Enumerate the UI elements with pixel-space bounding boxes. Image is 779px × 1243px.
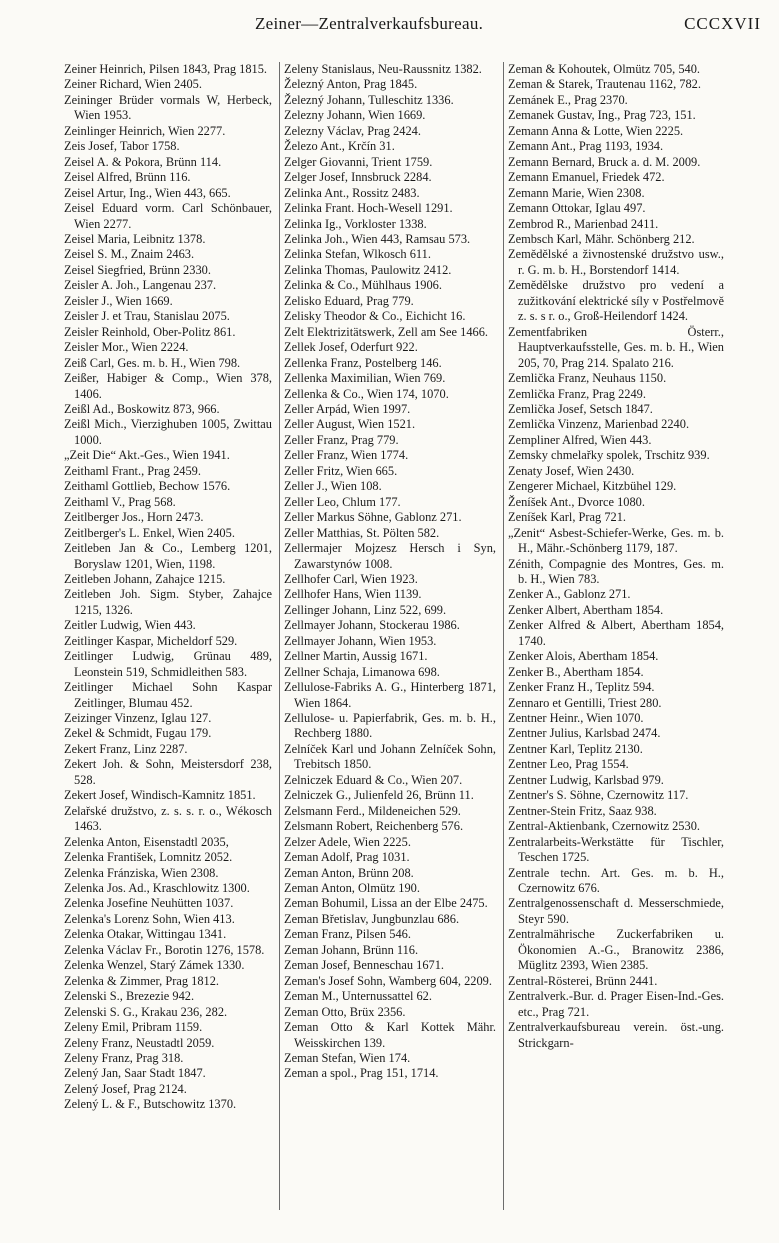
directory-entry: Zemann Bernard, Bruck a. d. M. 2009.: [508, 154, 701, 169]
directory-entry: Zeman & Starek, Trautenau 1162, 782.: [508, 77, 701, 92]
directory-entry: Zelenka Otakar, Wittingau 1341.: [64, 927, 227, 942]
directory-column-2: [284, 62, 496, 1082]
directory-entry: Zeníšek Karl, Prag 721.: [508, 510, 627, 525]
directory-entry: Zeitler Ludwig, Wien 443.: [64, 618, 196, 633]
directory-entry: Zeman Anton, Brünn 208.: [284, 865, 414, 880]
directory-entry: Zeman Otto & Karl Kottek Mähr. Weisskirchen 139.: [284, 1020, 496, 1050]
directory-entry: Zeitlinger Ludwig, Grünau 489, Leonstein 519, Schmidleithen 583.: [64, 649, 272, 679]
directory-entry: Zeisler Reinhold, Ober-Politz 861.: [64, 324, 236, 339]
directory-entry: Zeleny Franz, Neustadtl 2059.: [64, 1035, 215, 1050]
directory-entry: Zeininger Brüder vormals W, Herbeck, Wien 1953.: [64, 92, 272, 123]
directory-entry: Zeller Matthias, St. Pölten 582.: [284, 525, 440, 540]
directory-entry: Zemlička Franz, Neuhaus 1150.: [508, 371, 667, 386]
directory-entry: Zekert Joh. & Sohn, Meistersdorf 238, 528.: [64, 757, 272, 787]
directory-entry: Zeitlinger Kaspar, Micheldorf 529.: [64, 633, 238, 648]
directory-entry: Zeisel S. M., Znaim 2463.: [64, 247, 195, 262]
directory-entry: Zellmayer Johann, Wien 1953.: [284, 633, 437, 648]
directory-entry: Ženíšek Ant., Dvorce 1080.: [508, 494, 645, 509]
directory-entry: Zelniczek Eduard & Co., Wien 207.: [284, 772, 463, 787]
directory-entry: Zelenka Wenzel, Starý Zámek 1330.: [64, 958, 245, 973]
directory-entry: Zeleny Franz, Prag 318.: [64, 1051, 184, 1065]
directory-entry: Zeitleben Joh. Sigm. Styber, Zahajce 1215, 1326.: [64, 587, 272, 617]
directory-entry: Zentner Karl, Teplitz 2130.: [508, 741, 643, 756]
directory-entry: Zelený Josef, Prag 2124.: [64, 1081, 187, 1096]
directory-entry: Zenker Alois, Abertham 1854.: [508, 649, 659, 664]
directory-entry: Zellermajer Mojzesz Hersch i Syn, Zawarstynów 1008.: [284, 541, 496, 571]
directory-entry: Zeman Franz, Pilsen 546.: [284, 927, 411, 942]
directory-column-1: [64, 62, 272, 1113]
directory-entry: Zentner Heinr., Wien 1070.: [508, 711, 644, 726]
directory-entry: Zeisel A. & Pokora, Brünn 114.: [64, 154, 222, 169]
directory-entry: Zeleny Stanislaus, Neu-Raussnitz 1382.: [284, 62, 482, 76]
directory-entry: Zemlička Vinzenz, Marienbad 2240.: [508, 417, 690, 432]
directory-entry: Zemann Emanuel, Friedek 472.: [508, 170, 665, 185]
directory-entry: Zentner Julius, Karlsbad 2474.: [508, 726, 661, 741]
directory-entry: Zellmayer Johann, Stockerau 1986.: [284, 618, 460, 633]
directory-entry: Zelařské družstvo, z. s. s. r. o., Wékosch 1463.: [64, 803, 272, 834]
directory-entry: Zeisel Maria, Leibnitz 1378.: [64, 231, 206, 246]
directory-entry: Zelenski S., Brezezie 942.: [64, 989, 195, 1004]
page-number: CCCXVII: [684, 14, 761, 33]
directory-entry: Železný Johann, Tulleschitz 1336.: [284, 92, 454, 107]
directory-entry: Zelinka Thomas, Paulowitz 2412.: [284, 262, 452, 277]
directory-entry: Zeisler J., Wien 1669.: [64, 293, 173, 308]
directory-entry: Zeisler J. et Trau, Stanislau 2075.: [64, 309, 230, 324]
directory-entry: Zellner Schaja, Limanowa 698.: [284, 664, 440, 679]
directory-entry: Zeitlberger Jos., Horn 2473.: [64, 510, 204, 525]
directory-entry: Zellenka Franz, Postelberg 146.: [284, 355, 442, 370]
directory-entry: Zenker A., Gablonz 271.: [508, 587, 631, 602]
directory-entry: Zelinka Joh., Wien 443, Ramsau 573.: [284, 231, 471, 246]
directory-entry: Zeinlinger Heinrich, Wien 2277.: [64, 123, 226, 138]
directory-entry: Zeman Stefan, Wien 174.: [284, 1051, 411, 1065]
directory-entry: Zelzer Adele, Wien 2225.: [284, 834, 411, 849]
directory-entry: „Zenit“ Asbest-Schiefer-Werke, Ges. m. b. H., Mähr.-Schönberg 1179, 187.: [508, 525, 724, 556]
directory-entry: Zeithaml Gottlieb, Bechow 1576.: [64, 479, 231, 494]
directory-entry: Zellulose- u. Papierfabrik, Ges. m. b. H., Rechberg 1880.: [284, 711, 496, 741]
directory-entry: Zelenka Anton, Eisenstadtl 2035,: [64, 834, 229, 849]
directory-entry: Zenker Alfred & Albert, Abertham 1854, 1740.: [508, 618, 724, 648]
directory-entry: Zeller Franz, Prag 779.: [284, 432, 399, 447]
directory-entry: Zeller Franz, Wien 1774.: [284, 448, 409, 463]
directory-entry: Zenaty Josef, Wien 2430.: [508, 463, 635, 478]
directory-entry: Zentner Ludwig, Karlsbad 979.: [508, 772, 664, 787]
directory-entry: Zengerer Michael, Kitzbühel 129.: [508, 479, 677, 494]
directory-entry: Zenker Albert, Abertham 1854.: [508, 602, 664, 617]
directory-entry: Zelger Josef, Innsbruck 2284.: [284, 170, 432, 185]
page-title: Zeiner—Zentralverkaufsbureau.: [255, 14, 484, 33]
directory-entry: Zentrale techn. Art. Ges. m. b. H., Czernowitz 676.: [508, 865, 724, 896]
directory-entry: Zemánek E., Prag 2370.: [508, 92, 628, 107]
directory-entry: Zeisel Siegfried, Brünn 2330.: [64, 262, 211, 277]
directory-entry: Zelsmann Ferd., Mildeneichen 529.: [284, 803, 461, 818]
directory-entry: Zeitleben Johann, Zahajce 1215.: [64, 571, 226, 586]
directory-entry: Zeleny Emil, Pribram 1159.: [64, 1020, 203, 1035]
directory-entry: Zeisler Mor., Wien 2224.: [64, 340, 189, 355]
directory-entry: Zellhofer Carl, Wien 1923.: [284, 571, 418, 586]
directory-entry: Zeißl Mich., Vierzighuben 1005, Zwittau 1000.: [64, 417, 272, 447]
directory-entry: Zelenka Václav Fr., Borotin 1276, 1578.: [64, 942, 265, 957]
directory-entry: Zeisel Eduard vorm. Carl Schönbauer, Wien 2277.: [64, 201, 272, 231]
directory-entry: Zeißl Ad., Boskowitz 873, 966.: [64, 401, 220, 416]
directory-entry: Zeller Arpád, Wien 1997.: [284, 401, 411, 416]
directory-column-3: [508, 62, 724, 1051]
directory-entry: Zemlička Josef, Setsch 1847.: [508, 401, 653, 416]
directory-entry: Zellhofer Hans, Wien 1139.: [284, 587, 422, 602]
directory-entry: Zelinka Frant. Hoch-Wesell 1291.: [284, 201, 453, 216]
directory-entry: Zelenka Jos. Ad., Kraschlowitz 1300.: [64, 881, 250, 896]
page-header: [0, 14, 779, 44]
column-divider: [279, 62, 280, 1210]
directory-entry: Zenker B., Abertham 1854.: [508, 664, 644, 679]
directory-entry: Zelenka Josefine Neuhütten 1037.: [64, 896, 234, 911]
directory-entry: Zeizinger Vinzenz, Iglau 127.: [64, 711, 212, 726]
directory-entry: Zemědělské a živnostenské družstvo usw., r. G. m. b. H., Borstendorf 1414.: [508, 247, 724, 277]
directory-entry: Zemann Ant., Prag 1193, 1934.: [508, 139, 664, 154]
column-divider: [503, 62, 504, 1210]
directory-entry: Zeller Fritz, Wien 665.: [284, 463, 398, 478]
directory-entry: Zemann Anna & Lotte, Wien 2225.: [508, 123, 684, 138]
directory-entry: Zentralverk.-Bur. d. Prager Eisen-Ind.-Ges. etc., Prag 721.: [508, 989, 724, 1019]
directory-entry: Zemědělske družstvo pro vedení a zužitkování elektrické síly v Postřelmově z. s. s r. o., Groß-Heilendorf 1424.: [508, 278, 724, 324]
directory-entry: Zelinka Stefan, Wlkosch 611.: [284, 247, 431, 262]
directory-entry: Zembsch Karl, Mähr. Schönberg 212.: [508, 231, 695, 246]
directory-entry: Zementfabriken Österr., Hauptverkaufsstelle, Ges. m. b. H., Wien 205, 70, Prag 214. Spalato 216.: [508, 324, 724, 370]
directory-entry: Zemlička Franz, Prag 2249.: [508, 386, 646, 401]
directory-entry: Zempliner Alfred, Wien 443.: [508, 432, 652, 447]
directory-entry: Zénith, Compagnie des Montres, Ges. m. b. H., Wien 783.: [508, 556, 724, 586]
directory-entry: Zekert Josef, Windisch-Kamnitz 1851.: [64, 788, 256, 803]
directory-entry: Zentralmährische Zuckerfabriken u. Ökonomien A.-G., Branowitz 2386, Müglitz 2393, Wien 2385.: [508, 927, 724, 973]
directory-entry: Zelenka's Lorenz Sohn, Wien 413.: [64, 911, 235, 926]
directory-entry: Zentral-Rösterei, Brünn 2441.: [508, 973, 658, 988]
directory-entry: Zeitlberger's L. Enkel, Wien 2405.: [64, 525, 235, 540]
directory-entry: Zentner-Stein Fritz, Saaz 938.: [508, 803, 657, 818]
directory-entry: Zentralverkaufsbureau verein. öst.-ung. Strickgarn-: [508, 1020, 724, 1050]
directory-entry: Zekert Franz, Linz 2287.: [64, 741, 188, 756]
directory-entry: Zelisky Theodor & Co., Eichicht 16.: [284, 309, 466, 324]
directory-entry: Zeller Markus Söhne, Gablonz 271.: [284, 510, 462, 525]
directory-entry: Zeisel Alfred, Brünn 116.: [64, 170, 191, 185]
directory-entry: Zelsmann Robert, Reichenberg 576.: [284, 819, 464, 834]
directory-entry: Zelinka & Co., Mühlhaus 1906.: [284, 278, 442, 293]
directory-entry: Zeiner Richard, Wien 2405.: [64, 77, 202, 92]
directory-entry: Zeisel Artur, Ing., Wien 443, 665.: [64, 185, 231, 200]
directory-entry: Zenker Franz H., Teplitz 594.: [508, 680, 655, 695]
directory-entry: Zeman Adolf, Prag 1031.: [284, 850, 410, 865]
directory-entry: Zeman Břetislav, Jungbunzlau 686.: [284, 911, 460, 926]
directory-entry: Zeman Otto, Brüx 2356.: [284, 1004, 406, 1019]
directory-entry: Zelt Elektrizitätswerk, Zell am See 1466.: [284, 324, 489, 339]
directory-entry: Zeman Johann, Brünn 116.: [284, 942, 419, 957]
directory-entry: Zeitlinger Michael Sohn Kaspar Zeitlinger, Blumau 452.: [64, 680, 272, 710]
directory-entry: Zemanek Gustav, Ing., Prag 723, 151.: [508, 108, 696, 123]
directory-entry: Zelezny Johann, Wien 1669.: [284, 108, 426, 123]
directory-entry: Zelenka František, Lomnitz 2052.: [64, 850, 233, 865]
directory-entry: Zeman a spol., Prag 151, 1714.: [284, 1066, 439, 1081]
directory-entry: Zelený L. & F., Butschowitz 1370.: [64, 1097, 237, 1112]
directory-entry: Zelníček Karl und Johann Zelníček Sohn, Trebitsch 1850.: [284, 741, 496, 772]
directory-entry: Zeller J., Wien 108.: [284, 479, 382, 494]
directory-entry: Zelezny Václav, Prag 2424.: [284, 123, 421, 138]
directory-entry: Zelenski S. G., Krakau 236, 282.: [64, 1004, 228, 1019]
directory-entry: Zennaro et Gentilli, Triest 280.: [508, 695, 662, 710]
directory-entry: Zellulose-Fabriks A. G., Hinterberg 1871, Wien 1864.: [284, 680, 496, 710]
directory-entry: Železo Ant., Krčín 31.: [284, 139, 395, 154]
directory-entry: Zeman Josef, Benneschau 1671.: [284, 958, 445, 973]
directory-entry: Zellek Josef, Oderfurt 922.: [284, 340, 418, 355]
directory-entry: Zelený Jan, Saar Stadt 1847.: [64, 1066, 206, 1081]
directory-entry: Zekel & Schmidt, Fugau 179.: [64, 726, 212, 741]
directory-entry: Zelniczek G., Julienfeld 26, Brünn 11.: [284, 788, 474, 803]
directory-entry: Zeman & Kohoutek, Olmütz 705, 540.: [508, 62, 701, 76]
directory-entry: Zentralarbeits-Werkstätte für Tischler, Teschen 1725.: [508, 834, 724, 865]
directory-entry: Zeman Bohumil, Lissa an der Elbe 2475.: [284, 896, 488, 911]
directory-entry: Zelinka Ig., Vorkloster 1338.: [284, 216, 427, 231]
directory-entry: Zelger Giovanni, Trient 1759.: [284, 154, 433, 169]
directory-entry: Zelenka Fránziska, Wien 2308.: [64, 865, 219, 880]
directory-entry: Zelisko Eduard, Prag 779.: [284, 293, 414, 308]
directory-entry: Zellenka Maximilian, Wien 769.: [284, 371, 446, 386]
directory-entry: Zeller August, Wien 1521.: [284, 417, 416, 432]
directory-entry: Zeman M., Unternussattel 62.: [284, 989, 432, 1004]
directory-entry: Zelenka & Zimmer, Prag 1812.: [64, 973, 220, 988]
directory-entry: Zembrod R., Marienbad 2411.: [508, 216, 659, 231]
directory-entry: Zeitleben Jan & Co., Lemberg 1201, Boryslaw 1201, Wien, 1198.: [64, 541, 272, 571]
directory-entry: Zellinger Johann, Linz 522, 699.: [284, 602, 447, 617]
directory-entry: Zemsky chmelařky spolek, Trschitz 939.: [508, 448, 710, 463]
directory-entry: Zentral-Aktienbank, Czernowitz 2530.: [508, 819, 700, 834]
directory-entry: Zeithaml Frant., Prag 2459.: [64, 463, 201, 478]
directory-entry: Zemann Ottokar, Iglau 497.: [508, 201, 646, 216]
directory-entry: Zentralgenossenschaft d. Messerschmiede, Steyr 590.: [508, 896, 724, 926]
directory-entry: Zellner Martin, Aussig 1671.: [284, 649, 428, 664]
directory-entry: Zeithaml V., Prag 568.: [64, 494, 176, 509]
directory-entry: Zeman Anton, Olmütz 190.: [284, 881, 420, 896]
directory-entry: Zentner Leo, Prag 1554.: [508, 757, 629, 772]
directory-entry: Zentner's S. Söhne, Czernowitz 117.: [508, 788, 689, 803]
directory-entry: Zeis Josef, Tabor 1758.: [64, 139, 180, 154]
directory-entry: Zeißer, Habiger & Comp., Wien 378, 1406.: [64, 371, 272, 401]
directory-entry: Zeman's Josef Sohn, Wamberg 604, 2209.: [284, 973, 492, 988]
directory-entry: „Zeit Die“ Akt.-Ges., Wien 1941.: [64, 448, 230, 463]
directory-entry: Zelinka Ant., Rossitz 2483.: [284, 185, 420, 200]
directory-entry: Zellenka & Co., Wien 174, 1070.: [284, 386, 449, 401]
directory-entry: Zemann Marie, Wien 2308.: [508, 185, 645, 200]
directory-entry: Zeiß Carl, Ges. m. b. H., Wien 798.: [64, 355, 241, 370]
directory-entry: Zeiner Heinrich, Pilsen 1843, Prag 1815.: [64, 62, 268, 76]
directory-entry: Zeller Leo, Chlum 177.: [284, 494, 401, 509]
directory-entry: Zeisler A. Joh., Langenau 237.: [64, 278, 217, 293]
directory-entry: Železný Anton, Prag 1845.: [284, 77, 418, 92]
